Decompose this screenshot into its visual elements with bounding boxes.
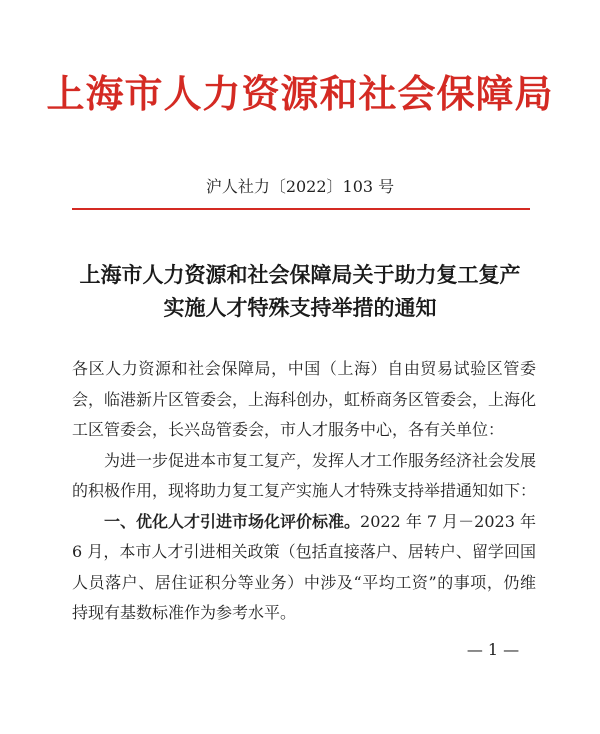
page-number [0, 640, 600, 659]
document-number: 沪人社力〔2022〕103 号 [205, 177, 395, 196]
item-1-text: 2022 年 7 月－2023 年 6 月，本市人才引进相关政策（包括直接落户、居转户、留学回国人员落户、居住证积分等业务）中涉及“平均工资”的事项，仍维持现有基数标准作为参考水平。 [72, 511, 536, 622]
notice-title-line-2: 实施人才特殊支持举措的通知 [163, 296, 437, 320]
letterhead-red-rule [72, 208, 530, 210]
item-1-heading: 一、优化人才引进市场化评价标准。 [104, 511, 361, 531]
notice-body [72, 354, 536, 629]
page-number-label: — 1 — [466, 640, 520, 659]
notice-title-line-1: 上海市人力资源和社会保障局关于助力复工复产 [79, 263, 521, 287]
agency-letterhead: 上海市人力资源和社会保障局 [46, 71, 554, 116]
intro-paragraph: 为进一步促进本市复工复产，发挥人才工作服务经济社会发展的积极作用，现将助力复工复产实施人才特殊支持举措通知如下： [72, 450, 537, 500]
recipients-paragraph: 各区人力资源和社会保障局，中国（上海）自由贸易试验区管委会，临港新片区管委会，上海科创办，虹桥商务区管委会，上海化工区管委会，长兴岛管委会，市人才服务中心，各有关单位： [72, 359, 537, 439]
notice-title [0, 259, 600, 325]
item-1-paragraph [72, 507, 536, 629]
